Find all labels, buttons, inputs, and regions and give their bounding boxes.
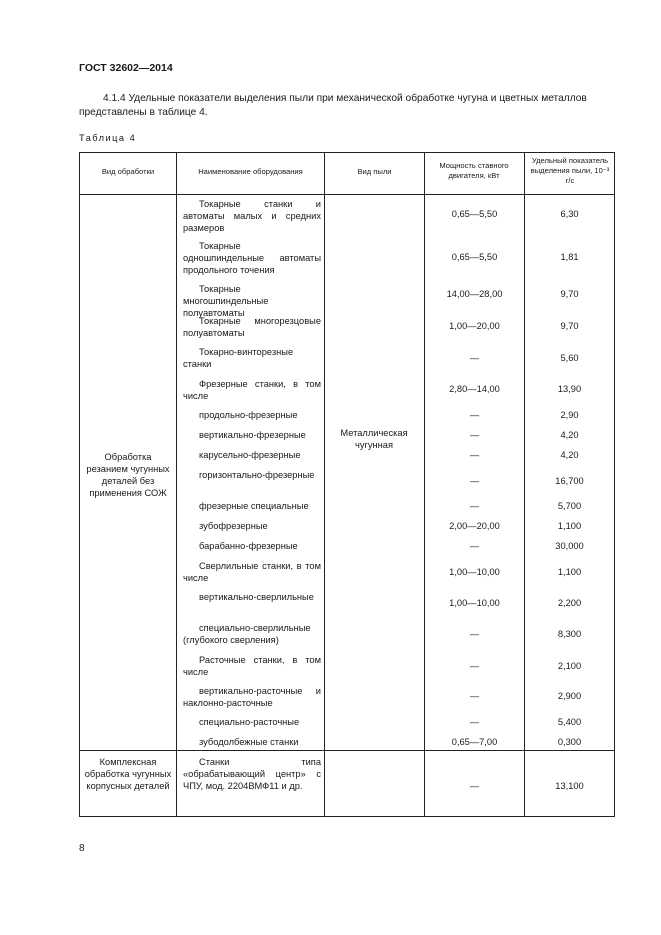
motor-power: 2,00—20,00 [449,521,500,531]
dust-emission-table [79,152,615,817]
motor-power: 1,00—10,00 [449,598,500,608]
column-header: Мощность ставного двигателя, кВт [439,161,509,180]
equipment-name: продольно-фрезерные [199,410,298,420]
emission-rate: 13,100 [555,781,584,791]
equipment-name: специально-сверлильные (глубокого сверления) [183,623,311,645]
equipment-name: барабанно-фрезерные [199,541,298,551]
motor-power: — [469,410,480,420]
equipment-name: горизонтально-фрезерные [199,470,315,480]
equipment-name: карусельно-фрезерные [199,450,301,460]
emission-rate: 2,200 [557,598,582,608]
emission-rate: 2,90 [560,410,579,420]
emission-rate: 1,100 [557,521,582,531]
emission-rate: 2,900 [557,691,582,701]
emission-rate: 5,400 [557,717,582,727]
emission-rate: 4,20 [560,430,579,440]
emission-rate: 16,700 [555,476,584,486]
equipment-name: вертикально-сверлильные [199,592,314,602]
emission-rate: 9,70 [560,289,579,299]
column-rule [176,152,177,817]
motor-power: — [469,629,480,639]
equipment-name: Расточные станки, в том числе [183,655,321,677]
process-type-cell: Комплексная обработка чугунных корпусных деталей [84,757,172,791]
page-number: 8 [79,843,85,854]
motor-power: — [469,430,480,440]
emission-rate: 6,30 [560,209,579,219]
column-rule [79,152,80,817]
equipment-name: зубодолбежные станки [199,737,299,747]
column-header: Вид обработки [101,167,155,176]
motor-power: — [469,781,480,791]
motor-power: — [469,661,480,671]
motor-power: 0,65—7,00 [451,737,498,747]
emission-rate: 5,60 [560,353,579,363]
equipment-name: Токарные станки и автоматы малых и средних размеров [183,199,321,233]
equipment-name: специально-расточные [199,717,300,727]
emission-rate: 5,700 [557,501,582,511]
motor-power: — [469,353,480,363]
motor-power: — [469,691,480,701]
emission-rate: 1,81 [560,252,579,262]
motor-power: 2,80—14,00 [449,384,500,394]
emission-rate: 9,70 [560,321,579,331]
equipment-name: вертикально-расточные и наклонно-расточные [183,686,321,708]
emission-rate: 2,100 [557,661,582,671]
intro-paragraph [79,92,619,120]
table-border-bottom [79,816,615,817]
header-rule [79,194,615,195]
document-header: ГОСТ 32602—2014 [79,62,173,74]
motor-power: 14,00—28,00 [446,289,503,299]
equipment-name: Сверлильные станки, в том числе [183,561,321,583]
motor-power: 1,00—20,00 [449,321,500,331]
emission-rate: 4,20 [560,450,579,460]
column-rule [614,152,615,817]
column-header: Наименование оборудования [198,167,303,176]
equipment-name: Токарные многошпиндельные полуавтоматы [183,284,269,318]
motor-power: — [469,541,480,551]
motor-power: — [469,450,480,460]
table-caption: Таблица 4 [79,133,137,143]
equipment-name: вертикально-фрезерные [199,430,306,440]
column-rule [324,152,325,817]
motor-power: — [469,501,480,511]
equipment-name: зубофрезерные [199,521,268,531]
table-border-top [79,152,615,153]
equipment-name: Токарные одношпиндельные автоматы продольного точения [183,241,321,275]
dust-type-cell: Металлическая чугунная [340,428,408,450]
motor-power: 0,65—5,50 [451,252,498,262]
emission-rate: 13,90 [557,384,582,394]
motor-power: — [469,717,480,727]
equipment-name: Станки типа «обрабатывающий центр» с ЧПУ, мод. 2204ВМФ11 и др. [183,757,321,791]
emission-rate: 30,000 [555,541,584,551]
equipment-name: Фрезерные станки, в том числе [183,379,321,401]
column-header: Вид пыли [357,167,392,176]
emission-rate: 8,300 [557,629,582,639]
emission-rate: 1,100 [557,567,582,577]
process-type-cell: Обработка резанием чугунных деталей без применения СОЖ [86,452,170,498]
equipment-name: Токарно-винторезные станки [183,347,294,369]
group-rule [79,750,615,751]
motor-power: 1,00—10,00 [449,567,500,577]
motor-power: — [469,476,480,486]
emission-rate: 0,300 [557,737,582,747]
equipment-name: фрезерные специальные [199,501,309,511]
intro-text: 4.1.4 Удельные показатели выделения пыли при механической обработке чугуна и цветных металлов представлены в таблице 4. [79,93,587,118]
column-header: Удельный показатель выделения пыли, 10⁻³ г/с [530,156,610,185]
equipment-name: Токарные многорезцовые полуавтоматы [183,316,321,338]
motor-power: 0,65—5,50 [451,209,498,219]
